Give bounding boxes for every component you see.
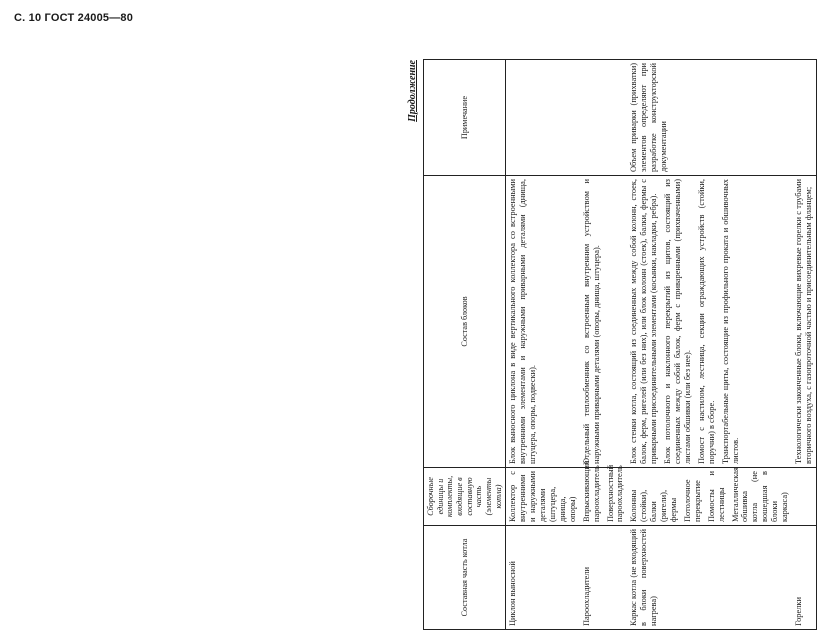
element-item: Поверхностный пароохладитель [605, 464, 625, 522]
cell-note: Объем приварки (прихватки) элементов определяют при разработке конструкторской документации [627, 60, 792, 176]
table-row [627, 60, 792, 630]
cell-composition [506, 176, 580, 468]
element-item: Металлическая обшивка котла (не вошедшая в блоки каркаса) [730, 467, 790, 522]
cell-part: Каркас котла (не входящий в блоки поверхностей нагрева) [627, 526, 792, 630]
composition-item: Блок выносного циклона в виде вертикального коллектора со встроенными внутренними элементами и наружными приварными деталями (днища, штуцера, опоры, подвески). [508, 179, 538, 464]
composition-item: Блок потолочного и наклонного перекрытий из щитов, состоящий из соединенных между собой балок, ферм с приваренными (прихваченными) листами обшивки (или без нее). [663, 179, 692, 464]
table-header-row [424, 60, 506, 630]
element-item: Помосты и лестницы [706, 471, 726, 522]
cell-composition [792, 176, 816, 468]
cell-composition [627, 176, 792, 468]
table-row [580, 60, 628, 630]
cell-elements [792, 468, 816, 526]
element-item: Коллектор с внутренними и наружными деталями (штуцера, днища, опоры) [508, 471, 577, 522]
cell-elements [506, 468, 580, 526]
table-row [506, 60, 580, 630]
cell-part: Циклон выносной [506, 526, 580, 630]
column-header-note: Примечание [424, 60, 506, 176]
cell-note [506, 60, 580, 176]
page-header: С. 10 ГОСТ 24005—80 [14, 12, 134, 24]
table-body [506, 60, 816, 630]
cell-part: Пароохладители [580, 526, 628, 630]
rotated-table-page [407, 60, 813, 630]
column-header-composition: Состав блоков [424, 176, 506, 468]
blocks-table [423, 59, 817, 630]
table-row [792, 60, 816, 630]
column-header-elements: Сборочные единицы и комплекты, входящие в составную часть (элементы котла) [424, 468, 506, 526]
composition-item: Помост с настилом, лестница, секции ограждающих устройств (стойки, поручни) в сборе. [696, 179, 716, 464]
continuation-label: Продолжение [407, 60, 418, 122]
element-item: Потолочное перекрытие [682, 479, 702, 522]
cell-composition [580, 176, 628, 468]
element-item: Колонны (стойки), балки (ригели), фермы [629, 489, 678, 522]
element-item: Впрыскивающий пароохладитель [581, 460, 601, 522]
column-header-part: Составная часть котла [424, 526, 506, 630]
composition-item: Блок стенки котла, состоящий из соединенных между собой колонн, стоек, балок, ферм, ригелей (или без них), или блок колонн (стоек), балки, фермы с приварными присоединительными элементами (косынки, накладки, ребра). [629, 179, 659, 464]
cell-note [792, 60, 816, 176]
cell-elements [580, 460, 628, 526]
cell-part: Горелки [792, 526, 816, 630]
cell-note [580, 60, 628, 176]
composition-item: Технологически законченные блоки, включающие вихревые горелки с трубами вторичного воздуха, с газопроточной частью и присоединительным фланцем; [793, 179, 813, 464]
cell-elements [627, 468, 792, 526]
composition-item: Транспортабельные щиты, состоящие из профильного проката и обшивочных листов. [720, 179, 740, 464]
composition-item: Отдельный теплообменник со встроенным внутренним устройством и наружными приварными деталями (опоры, днища, штуцера). [581, 179, 601, 464]
